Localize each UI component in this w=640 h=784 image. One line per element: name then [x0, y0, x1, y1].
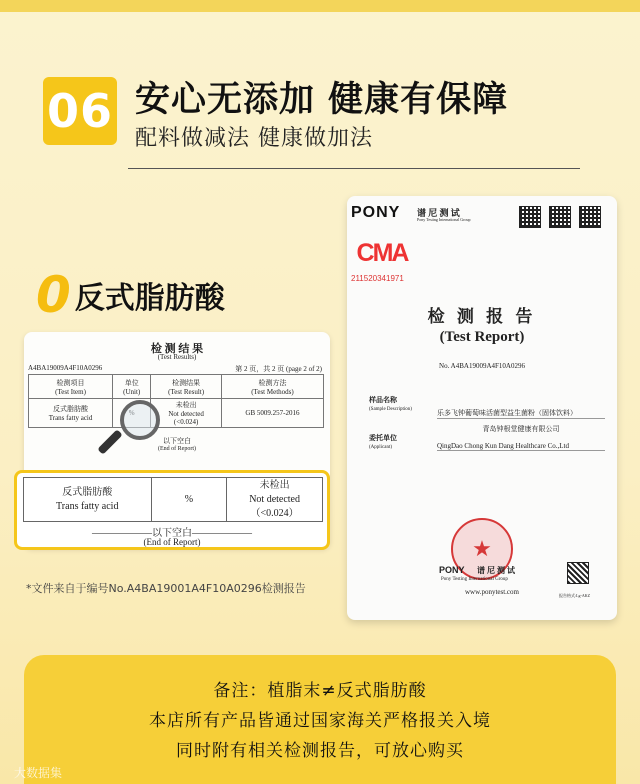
zoomed-result-box [14, 470, 330, 550]
magnifier-icon [120, 400, 160, 440]
zoom-item-cell [24, 478, 152, 522]
sample-label-cn: 样品名称 [369, 396, 397, 404]
bottom-pony-logo: PONY [439, 565, 465, 575]
page-title: 安心无添加 健康有保障 [135, 80, 509, 120]
header-en: (Unit) [123, 387, 141, 396]
sample-value: 乐多飞钟葡萄味活菌型益生菌粉（固体饮料） [437, 408, 605, 419]
zoom-table [23, 477, 323, 522]
zoom-result-cn: 未检出 [259, 479, 290, 491]
header-cell [151, 375, 222, 399]
divider [128, 168, 580, 169]
qr-code-icon [567, 562, 589, 584]
result-cell [151, 399, 222, 428]
zoom-end-cn: ——————以下空白—————— [92, 528, 252, 539]
claim-label: 反式脂肪酸 [74, 281, 225, 316]
zoom-item-cn: 反式脂肪酸 [62, 486, 113, 498]
pony-logo-cn: 谱 尼 测 试 [417, 208, 460, 218]
source-note: *文件来自于编号No.A4BA19001A4F10A0296检测报告 [26, 582, 306, 595]
excerpt-title: 检 测 结 果 [150, 343, 204, 355]
zero-figure: 0 [36, 266, 71, 324]
cma-number: 211520341971 [351, 274, 404, 283]
qr-code-icon [579, 206, 601, 228]
client-value-cn: 青岛钟根堂健康有限公司 [482, 425, 560, 433]
client-label [369, 434, 397, 452]
table-row [29, 399, 324, 428]
header-en: (Test Item) [55, 387, 86, 396]
zoom-result-en: Not detected [249, 493, 300, 505]
method-cell: GB 5009.257-2016 [221, 399, 323, 428]
header-cn: 检测结果 [172, 378, 201, 387]
top-band [0, 0, 640, 12]
item-en: Trans fatty acid [48, 414, 93, 422]
seal-star-icon: ★ [472, 536, 492, 561]
zoom-result-cell [227, 478, 323, 522]
sample-label [369, 396, 412, 414]
header-cell [221, 375, 323, 399]
zoom-unit-cell: % [151, 478, 227, 522]
bottom-pony-en: Pony Testing International Group [441, 577, 508, 582]
sample-label-en: (Sample Description) [369, 407, 412, 412]
client-label-en: (Applicant) [369, 445, 393, 450]
excerpt-end-cn: 以下空白 [163, 437, 191, 445]
header-cell [29, 375, 113, 399]
item-cell [29, 399, 113, 428]
client-label-cn: 委托单位 [369, 434, 397, 442]
report-title-en: (Test Report) [439, 329, 525, 345]
page-subtitle: 配料做减法 健康做加法 [135, 126, 373, 151]
zoom-item-en: Trans fatty acid [56, 500, 119, 512]
header-en: (Test Methods) [251, 387, 294, 396]
report-number: No. A4BA19009A4F10A0296 [439, 362, 525, 370]
excerpt-title-en: (Test Results) [157, 353, 197, 361]
section-number-badge: 06 [43, 77, 117, 145]
pony-logo-en: Pony Testing International Group [417, 217, 471, 222]
report-title-cn: 检 测 报 告 [427, 307, 537, 326]
table-row [24, 478, 323, 522]
report-footer-code: 报告格式:Lg-AKZ [559, 593, 591, 598]
table-header-row [29, 375, 324, 399]
watermark: 大数据集 [14, 766, 63, 780]
header-en: (Test Result) [168, 387, 205, 396]
excerpt-table [28, 374, 324, 428]
note-line-2: 本店所有产品皆通过国家海关严格报关入境 [149, 711, 491, 731]
qr-code-icon [519, 206, 541, 228]
note-line-3: 同时附有相关检测报告，可放心购买 [176, 741, 464, 761]
pony-logo: PONY [351, 204, 401, 221]
excerpt-page: 第 2 页，共 2 页 (page 2 of 2) [235, 365, 322, 373]
item-cn: 反式脂肪酸 [53, 405, 89, 413]
website: www.ponytest.com [465, 588, 519, 596]
zoom-result-limit: （<0.024） [250, 507, 299, 519]
result-cn: 未检出 [175, 401, 197, 409]
cma-mark: CMA [356, 239, 408, 267]
client-value-en: QingDao Chong Kun Dang Healthcare Co.,Ltd [437, 442, 605, 451]
header-cell [113, 375, 151, 399]
header-cn: 检测方法 [258, 378, 287, 387]
zero-trans-fat-claim [36, 266, 225, 324]
result-limit: (<0.024) [173, 418, 199, 426]
header-cn: 检测项目 [56, 378, 85, 387]
bottom-pony-cn: 谱 尼 测 试 [477, 566, 515, 575]
excerpt-end-en: (End of Report) [158, 446, 196, 452]
test-report-cover [347, 196, 617, 620]
header-cn: 单位 [124, 378, 139, 387]
qr-code-icon [549, 206, 571, 228]
note-line-1: 备注：植脂末≠反式脂肪酸 [213, 681, 427, 701]
result-en: Not detected [168, 410, 204, 418]
excerpt-report-code: A4BA19009A4F10A0296 [28, 364, 103, 372]
zoom-end-en: (End of Report) [143, 537, 201, 547]
